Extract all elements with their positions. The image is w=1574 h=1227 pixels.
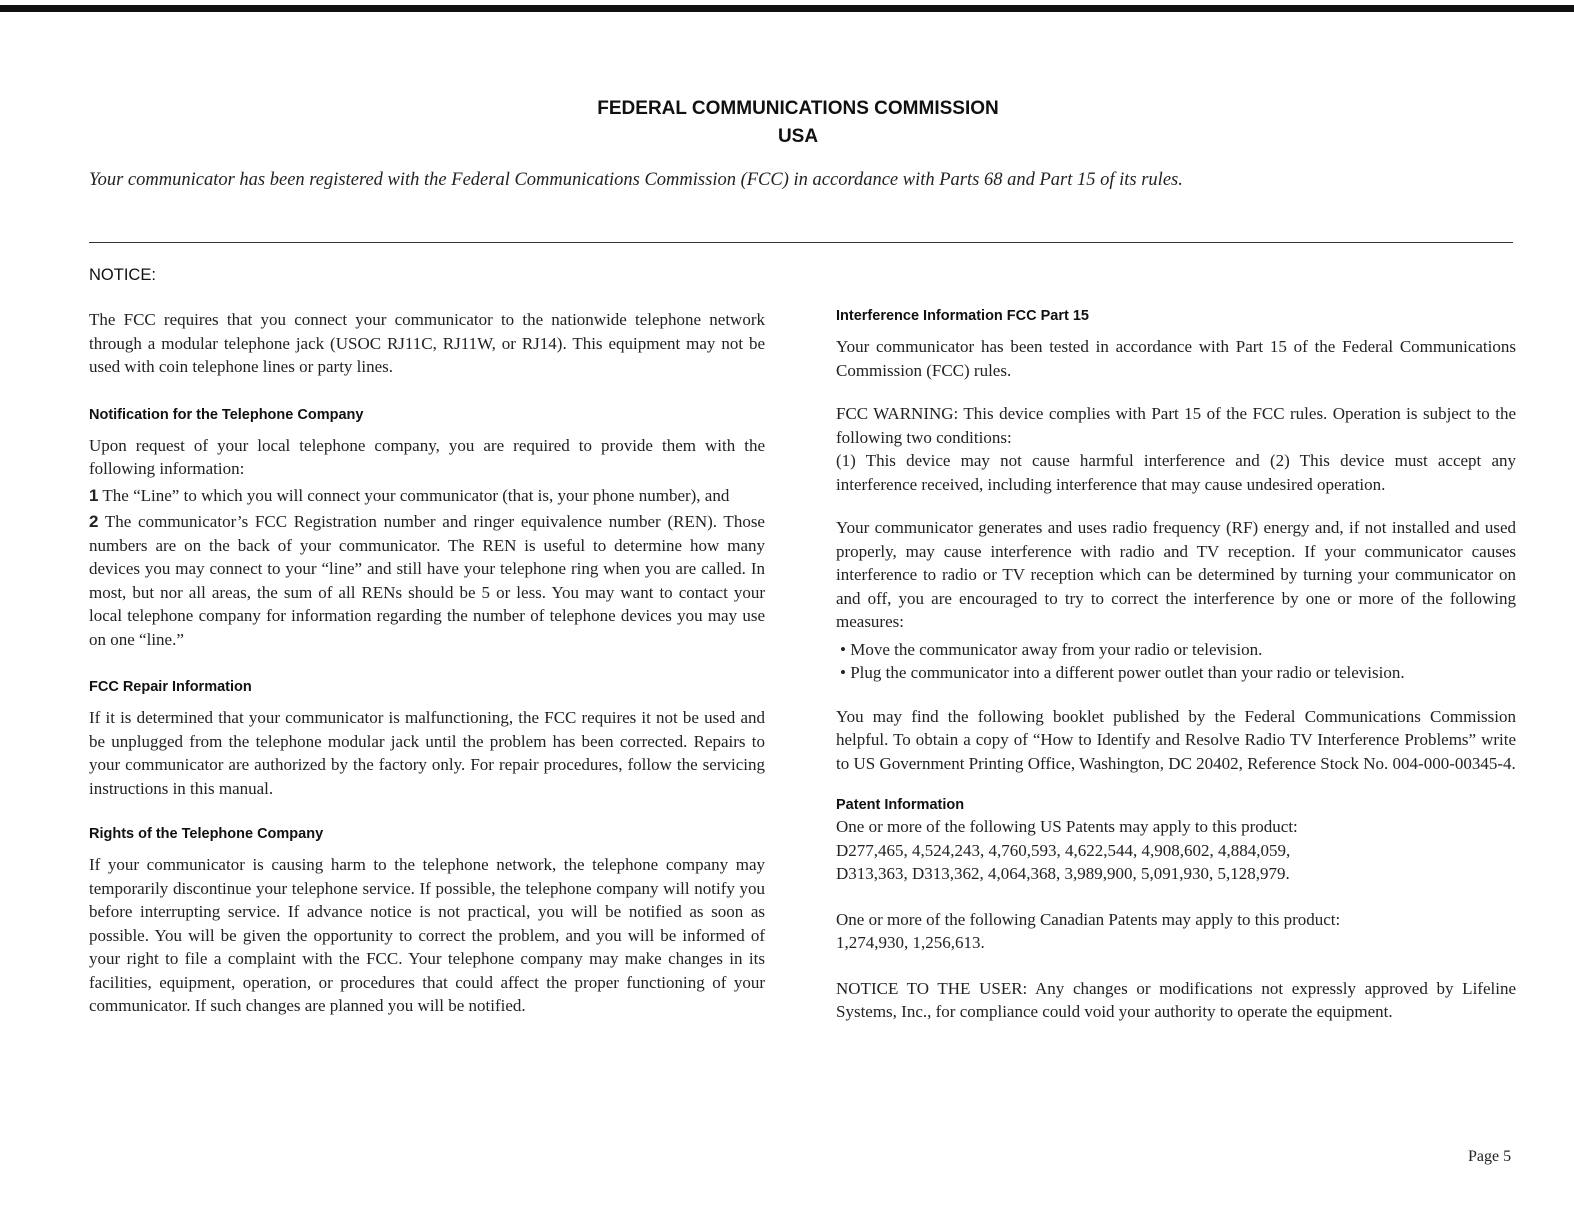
canadian-patents-list: 1,274,930, 1,256,613. bbox=[836, 933, 985, 952]
repair-paragraph: If it is determined that your communicator is malfunctioning, the FCC requires it not be used and be unplugged from the telephone modular jack until the problem has been corrected. Repairs to your communicator are authorized by the factory only. For repair procedures, follow the servicing instructions in this manual. bbox=[89, 708, 765, 798]
warning-paragraph: FCC WARNING: This device complies with Part 15 of the FCC rules. Operation is subject to the following two conditions: bbox=[836, 404, 1516, 447]
us-patents-line-2: D313,363, D313,362, 4,064,368, 3,989,900, 5,091,930, 5,128,979. bbox=[836, 864, 1290, 883]
page-number: Page 5 bbox=[1468, 1148, 1512, 1165]
notification-paragraph: Upon request of your local telephone company, you are required to provide them with the following information: bbox=[89, 435, 765, 478]
rf-paragraph: Your communicator generates and uses radio frequency (RF) energy and, if not installed and used properly, may cause interference with radio and TV reception. If your communicator causes interference to radio or TV reception which can be determined by turning your communicator on and off, you are encouraged to try to correct the interference by one or more of the following measures: bbox=[836, 518, 1516, 631]
conditions-paragraph: (1) This device may not cause harmful interference and (2) This device must accept any interference received, including interference that may cause undesired operation. bbox=[836, 451, 1516, 494]
requirement-paragraph: The FCC requires that you connect your communicator to the nationwide telephone network through a modular telephone jack (USOC RJ11C, RJ11W, or RJ14). This equipment may not be used with coin telephone lines or party lines. bbox=[89, 310, 765, 376]
heading-patent: Patent Information bbox=[836, 797, 965, 813]
horizontal-divider bbox=[89, 242, 1513, 243]
item-number: 1 bbox=[89, 485, 99, 505]
notification-item-2 bbox=[89, 510, 765, 651]
measure-bullet-1: • Move the communicator away from your radio or television. bbox=[840, 639, 1263, 659]
item-text: The “Line” to which you will connect your communicator (that is, your phone number), and bbox=[102, 485, 730, 505]
item-text: The communicator’s FCC Registration number and ringer equivalence number (REN). Those numbers are on the back of your communicator. The REN is useful to determine how many devices you may connect to your “line” and still have your telephone ring when you are called. In most, but nor all areas, the sum of all RENs should be 5 or less. You may want to contact your local telephone company for information regarding the number of telephone devices you may use on one “line.” bbox=[89, 512, 765, 649]
page-subtitle: USA bbox=[777, 126, 819, 147]
measure-bullet-2: • Plug the communicator into a different power outlet than your radio or television. bbox=[840, 663, 1405, 682]
notification-item-1 bbox=[89, 484, 765, 508]
user-notice-paragraph: NOTICE TO THE USER: Any changes or modifications not expressly approved by Lifeline Systems, Inc., for compliance could void your authority to operate the equipment. bbox=[836, 978, 1516, 1021]
page-title: FEDERAL COMMUNICATIONS COMMISSION bbox=[597, 98, 999, 119]
canadian-patents-intro: One or more of the following Canadian Patents may apply to this product: bbox=[836, 909, 1341, 929]
heading-rights: Rights of the Telephone Company bbox=[89, 826, 324, 842]
heading-notification: Notification for the Telephone Company bbox=[89, 406, 364, 423]
us-patents-intro: One or more of the following US Patents may apply to this product: bbox=[836, 817, 1298, 836]
intro-statement: Your communicator has been registered with the Federal Communications Commission (FCC) in accordance with Parts 68 and Part 15 of its rules. bbox=[89, 170, 1183, 190]
heading-interference: Interference Information FCC Part 15 bbox=[836, 308, 1089, 324]
right-column bbox=[836, 306, 1516, 1024]
booklet-paragraph: You may find the following booklet published by the Federal Communications Commission helpful. To obtain a copy of “How to Identify and Resolve Radio TV Interference Problems” write to US Government Printing Office, Washington, DC 20402, Reference Stock No. 004-000-00345-4. bbox=[836, 706, 1516, 773]
us-patents-line-1: D277,465, 4,524,243, 4,760,593, 4,622,544, 4,908,602, 4,884,059, bbox=[836, 840, 1291, 860]
left-column bbox=[89, 308, 765, 1018]
notice-label: NOTICE: bbox=[89, 266, 156, 284]
tested-paragraph: Your communicator has been tested in accordance with Part 15 of the Federal Communications Commission (FCC) rules. bbox=[836, 337, 1516, 380]
top-border-bar bbox=[0, 5, 1574, 12]
heading-repair: FCC Repair Information bbox=[89, 679, 252, 695]
rights-paragraph: If your communicator is causing harm to the telephone network, the telephone company may temporarily discontinue your telephone service. If possible, the telephone company will notify you before interrupting service. If advance notice is not practical, you will be notified as soon as possible. You will be given the opportunity to correct the problem, and you will be informed of your right to file a complaint with the FCC. Your telephone company may make changes in its facilities, equipment, operation, or procedures that could affect the proper functioning of your communicator. If such changes are planned you will be notified. bbox=[89, 855, 765, 1015]
item-number: 2 bbox=[89, 512, 99, 531]
